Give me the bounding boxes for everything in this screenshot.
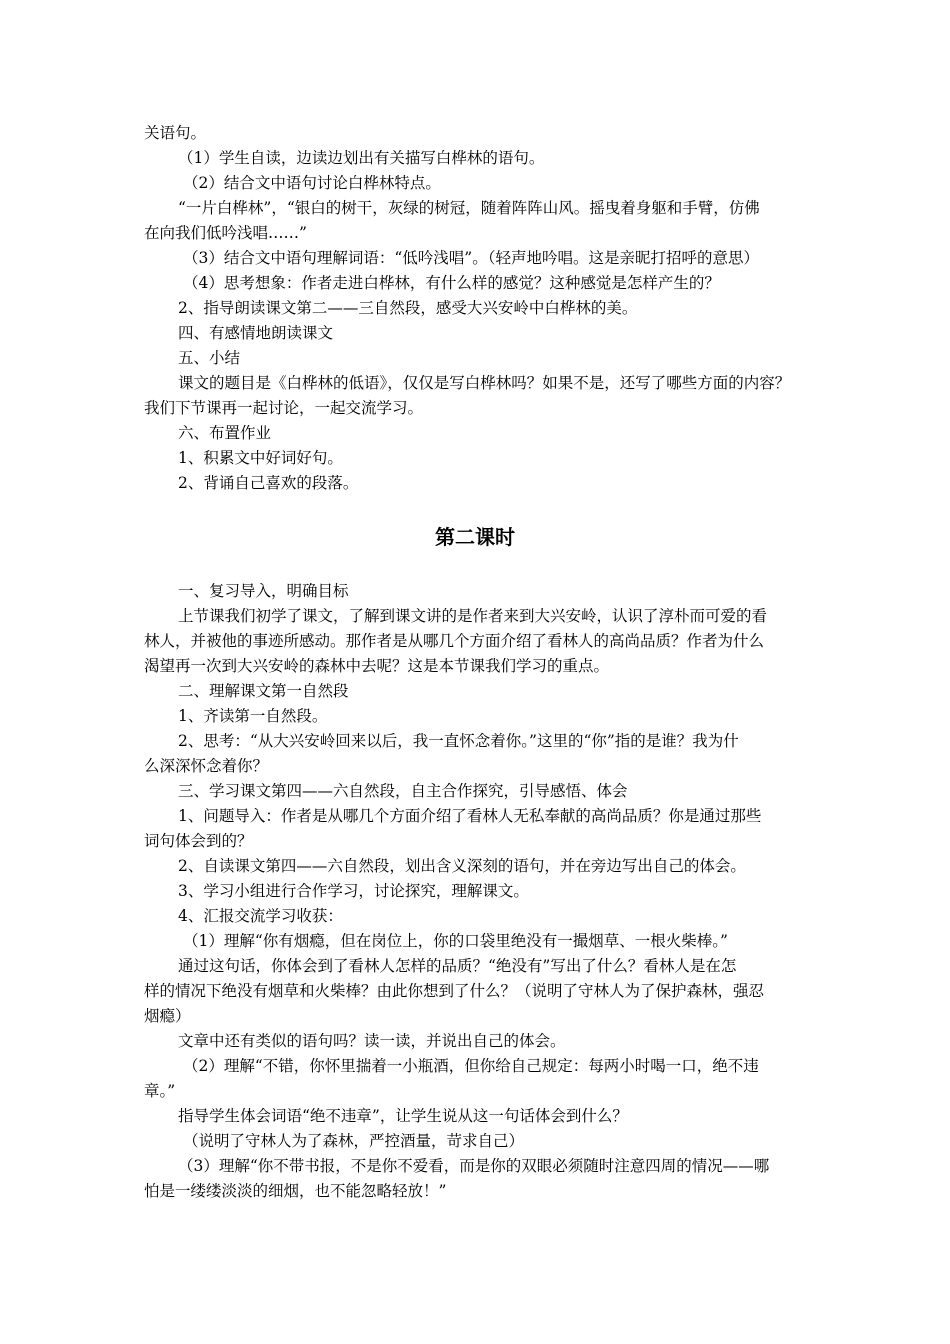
- text-line: 么深深怀念着你？: [144, 757, 269, 775]
- text-line: 1、积累文中好词好句。: [178, 449, 343, 467]
- text-line: 三、学习课文第四——六自然段，自主合作探究，引导感悟、体会: [178, 782, 628, 800]
- text-line: （4）思考想象：作者走进白桦林，有什么样的感觉？这种感觉是怎样产生的？: [183, 274, 720, 292]
- text-line: 怕是一缕缕淡淡的细烟，也不能忽略轻放！”: [144, 1182, 447, 1200]
- text-line: 五、小结: [178, 349, 241, 367]
- text-line: （3）理解“你不带书报，不是你不爱看，而是你的双眼必须随时注意四周的情况——哪: [178, 1157, 770, 1175]
- text-line: 2、自读课文第四——六自然段，划出含义深刻的语句，并在旁边写出自己的体会。: [178, 857, 746, 875]
- text-line: 样的情况下绝没有烟草和火柴棒？由此你想到了什么？（说明了守林人为了保护森林，强忍: [144, 982, 765, 1000]
- text-line: 六、布置作业: [178, 424, 272, 442]
- text-line: 3、学习小组进行合作学习，讨论探究，理解课文。: [178, 882, 529, 900]
- section-title: 第二课时: [435, 525, 515, 549]
- text-line: 课文的题目是《白桦林的低语》，仅仅是写白桦林吗？如果不是，还写了哪些方面的内容？: [178, 374, 791, 392]
- text-line: 林人，并被他的事迹所感动。那作者是从哪几个方面介绍了看林人的高尚品质？作者为什么: [144, 632, 765, 650]
- text-line: “一片白桦林”，“银白的树干，灰绿的树冠，随着阵阵山风。摇曳着身躯和手臂，仿佛: [178, 199, 760, 217]
- text-line: 通过这句话，你体会到了看林人怎样的品质？“绝没有”写出了什么？看林人是在怎: [178, 957, 737, 975]
- text-line: 2、背诵自己喜欢的段落。: [178, 474, 359, 492]
- text-line: 二、理解课文第一自然段: [178, 682, 349, 700]
- text-line: 2、思考：“从大兴安岭回来以后，我一直怀念着你。”这里的“你”指的是谁？我为什: [178, 732, 739, 750]
- text-line: 烟瘾）: [144, 1007, 191, 1025]
- text-line: 1、问题导入：作者是从哪几个方面介绍了看林人无私奉献的高尚品质？你是通过那些: [178, 807, 762, 825]
- text-line: 上节课我们初学了课文，了解到课文讲的是作者来到大兴安岭，认识了淳朴而可爱的看: [178, 607, 768, 625]
- text-line: 四、有感情地朗读课文: [178, 324, 334, 342]
- text-line: 我们下节课再一起讨论，一起交流学习。: [144, 399, 424, 417]
- text-line: （1）学生自读，边读边划出有关描写白桦林的语句。: [178, 149, 545, 167]
- text-line: （1）理解“你有烟瘾，但在岗位上，你的口袋里绝没有一撮烟草、一根火柴棒。”: [183, 932, 728, 950]
- text-line: 关语句。: [144, 124, 207, 142]
- text-line: （2）结合文中语句讨论白桦林特点。: [183, 174, 441, 192]
- text-line: 1、齐读第一自然段。: [178, 707, 328, 725]
- text-line: 章。”: [144, 1082, 176, 1100]
- text-line: 在向我们低吟浅唱……”: [144, 224, 307, 242]
- text-line: 词句体会到的？: [144, 832, 253, 850]
- text-line: 渴望再一次到大兴安岭的森林中去呢？这是本节课我们学习的重点。: [144, 657, 610, 675]
- text-line: （说明了守林人为了森林，严控酒量，苛求自己）: [183, 1132, 525, 1150]
- text-line: 指导学生体会词语“绝不违章”，让学生说从这一句话体会到什么？: [178, 1107, 628, 1125]
- text-line: 4、汇报交流学习收获：: [178, 907, 343, 925]
- text-line: （3）结合文中语句理解词语：“低吟浅唱”。（轻声地吟唱。这是亲昵打招呼的意思）: [183, 249, 759, 267]
- text-line: 2、指导朗读课文第二——三自然段，感受大兴安岭中白桦林的美。: [178, 299, 638, 317]
- text-line: （2）理解“不错，你怀里揣着一小瓶酒，但你给自己规定：每两小时喝一口，绝不违: [183, 1057, 759, 1075]
- text-line: 一、复习导入，明确目标: [178, 582, 349, 600]
- text-line: 文章中还有类似的语句吗？读一读，并说出自己的体会。: [178, 1032, 566, 1050]
